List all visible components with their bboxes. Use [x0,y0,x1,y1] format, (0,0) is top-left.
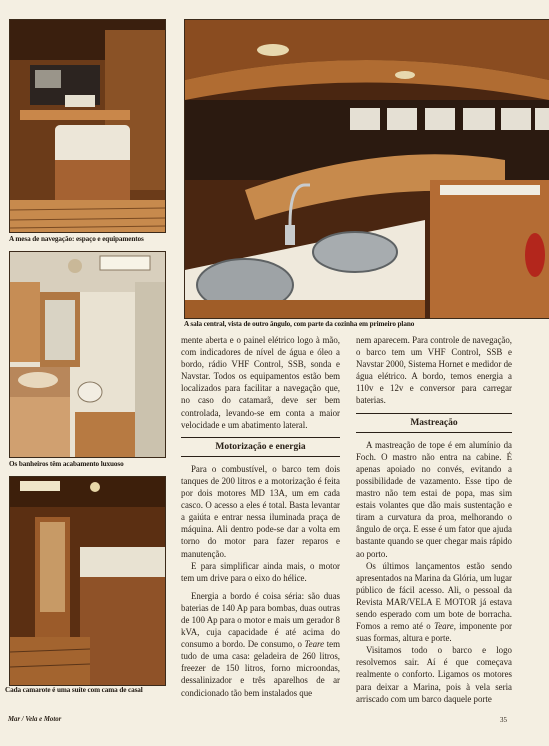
page-number: 35 [500,716,507,724]
section-heading-motorizacao: Motorização e energia [181,437,340,457]
col1-paragraph-1: mente aberta e o painel elétrico logo à mão, com indicadores de nível de água e óleo a bordo, rádio VHF Control, SSB, sonda e Navstar. Todos os equipamentos estão bem localizados para facilitar a navegação que, no caso do catamarã, deve ser bem controlada, levando-se em conta a maior velocidade e um abatimento lateral. [181,335,340,430]
col2-paragraph-3-start: Os últimos lançamentos estão sendo apresentados na Marina da Glória, um lugar público de fácil acesso. Ali, o pessoal da Revista MAR/VELA E MOTOR já estava sendo esperado com um bote de borracha. Fomos a remo até o [356,560,512,632]
caption-bathroom: Os banheiros têm acabamento luxuoso [9,460,124,468]
footer-publication: Mar / Vela e Motor [8,716,62,723]
saloon-image [185,20,549,318]
caption-saloon: A sala central, vista de outro ângulo, com parte da cozinha em primeiro plano [184,320,415,328]
text-column-2 [356,334,512,705]
section-heading-mastreacao: Mastreação [356,413,512,433]
boat-name-teare-2: Teare [434,621,454,632]
cabin-image [10,477,165,685]
boat-name-teare: Teare [304,639,325,650]
photo-navigation-table [9,19,166,233]
col2-paragraph-3 [356,560,512,645]
photo-bathroom [9,251,166,458]
col2-paragraph-4: Visitamos todo o barco e logo resolvemos sair. Aí é que começava realmente o conforto. Ligamos os motores para deixar a Marina, pois à vela seria arriscado com um barco daquele porte [356,645,512,704]
navigation-table-image [10,20,165,232]
text-column-1 [181,334,340,699]
col1-paragraph-2: Para o combustível, o barco tem dois tanques de 200 litros e a motorização é feita por dois motores MD 13A, um em cada casco. O acesso a eles é total. Basta levantar a gaiúta e entrar nessa iluminada praça de máquina. Ali dentro pode-se dar a volta em torno do motor para fazer reparos e manutenção. [181,463,340,559]
caption-navigation-table: A mesa de navegação: espaço e equipamentos [9,235,144,243]
col1-paragraph-4-start: Energia a bordo é coisa séria: são duas baterias de 140 Ap para bombas, duas outras de 100 Ap para o motor e mais um gerador 8 kVA, cuja capacidade é até acima do consumo a bordo. De consumo, o [181,590,340,650]
col1-paragraph-3: E para simplificar ainda mais, o motor tem um drive para o eixo do hélice. [181,560,340,583]
col2-paragraph-3-end: , imponente por suas formas, altura e porte. [356,621,512,644]
col1-paragraph-4 [181,590,340,699]
col1-paragraph-4-end: tem tudo de uma casa: geladeira de 260 litros, freezer de 150 litros, forno microondas, dessalinizador e três aparelhos de ar condicionado tão bem instalados que [181,639,340,698]
photo-saloon [184,19,549,319]
photo-cabin [9,476,166,686]
bathroom-image [10,252,165,457]
col2-paragraph-2: A mastreação de tope é em alumínio da Foch. O mastro não entra na cabine. É apenas apoiado no convés, evitando a possibilidade de vazamento. Esse tipo de mastro não tem estai de popa, mas sim estais volantes que dão mais sustentação e tiram a curvatura da proa, melhorando o ângulo de orça. E esse é um fator que ajuda bastante quando se quer chegar mais rápido ao porto. [356,439,512,559]
caption-cabin: Cada camarote é uma suíte com cama de casal [5,686,143,694]
col2-paragraph-1: nem aparecem. Para controle de navegação, o barco tem um VHF Control, SSB e Navstar 2000, Sistema Hornet e medidor de água elétrico. A bordo, temos energia a 110v e 12v e conversor para carregar baterias. [356,335,512,406]
